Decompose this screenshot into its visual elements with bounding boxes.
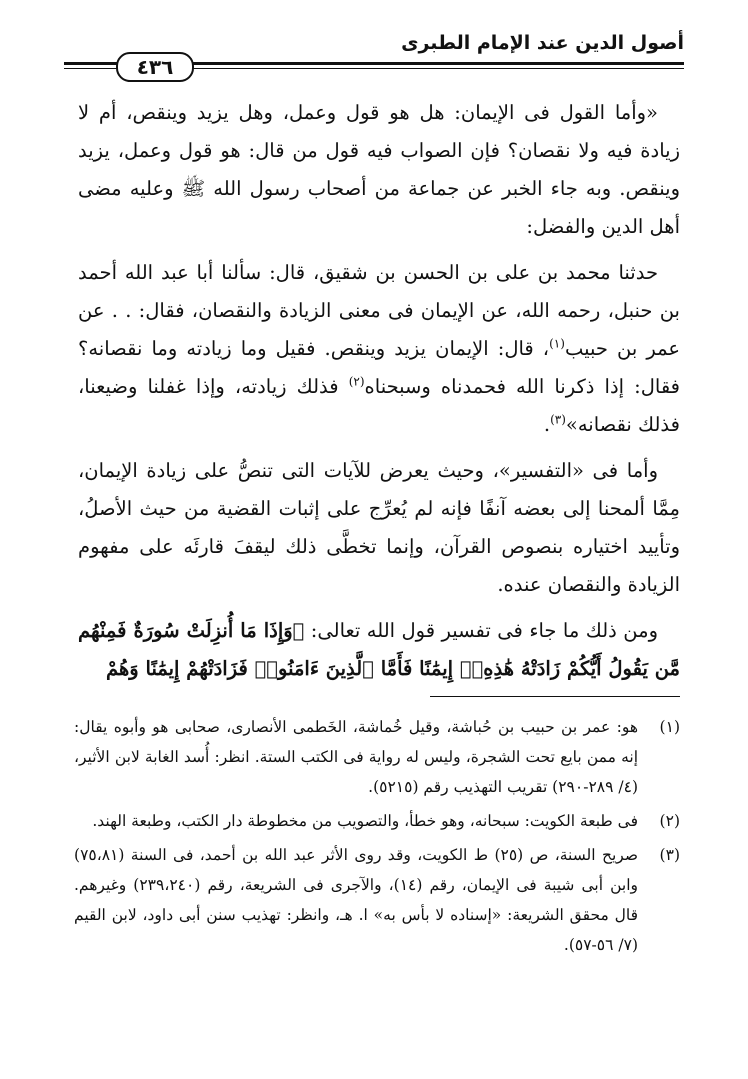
paragraph-3: وأما فى «التفسير»، وحيث يعرض للآيات التى تنصُّ على زيادة الإيمان، مِمَّا ألمحنا إلى بعضه آنفًا فإنه لم يُعرِّج على إثبات القضية من حيث الأصلُ، وتأييد اختياره بنصوص القرآن، وإنما تخطَّى ذلك ليقفَ قارئَه على مفهوم الزيادة والنقصان عنده. — [78, 459, 680, 596]
footnote-3 — [74, 840, 680, 960]
footnote-1-text: هو: عمر بن حبيب بن حُباشة، وقيل خُماشة، الخَطمى الأنصارى، صحابى هو وأبوه يقال: إنه ممن بايع تحت الشجرة، وليس له رواية فى الكتب الستة. انظر: أُسد الغابة لابن الأثير، (٤/ ٢٨٩-٢٩٠) تقريب التهذيب رقم (٥٢١٥). — [74, 718, 638, 796]
footnote-3-text: صريح السنة، ص (٢٥) ط الكويت، وقد روى الأثر عبد الله بن أحمد، فى السنة (٧٥،٨١) وابن أبى شيبة فى الإيمان، رقم (١٤)، والآجرى فى الشريعة، رقم (٢٣٩،٢٤٠) وغيرهم. قال محقق الشريعة: «إسناده لا بأس به» ا. هـ، وانظر: تهذيب سنن أبى داود، لابن القيم (٧/ ٥٦-٥٧). — [74, 846, 638, 954]
footnote-2-text: فى طبعة الكويت: سبحانه، وهو خطأ، والتصويب من مخطوطة دار الكتب، وطبعة الهند. — [92, 812, 638, 830]
quran-verse: ﴿وَإِذَا مَا أُنزِلَتْ سُورَةٌ فَمِنْهُم مَّن يَقُولُ أَيُّكُمْ زَادَتْهُ هَٰذِهِۦٓ إِيمَٰنًا فَأَمَّا ٱلَّذِينَ ءَامَنُوا۟ فَزَادَتْهُمْ إِيمَٰنًا وَهُمْ — [78, 619, 680, 680]
paragraph-2-end: . — [543, 413, 551, 436]
footnote-ref-1[interactable]: (١) — [549, 336, 565, 351]
footnote-2-label: (٢) — [659, 812, 680, 830]
footnote-ref-3[interactable]: (٣) — [550, 412, 566, 427]
footnote-separator — [430, 696, 680, 697]
paragraph-2-part-2: ، قال: الإيمان يزيد وينقص. فقيل وما زيادته وما نقصانه؟ فقال: إذا ذكرنا الله فحمدناه وسبحناه — [78, 337, 681, 398]
paragraph-2-part-3: فذلك زيادته، وإذا غفلنا وضيعنا، فذلك نقصانه» — [78, 375, 680, 436]
paragraph-4-lead: ومن ذلك ما جاء فى تفسير قول الله تعالى: — [304, 619, 658, 642]
running-title: أصول الدين عند الإمام الطبرى — [401, 32, 684, 54]
footnote-1 — [74, 712, 680, 802]
footnotes — [74, 712, 680, 964]
paragraph-2-part-1: حدثنا محمد بن على بن الحسن بن شقيق، قال: سألنا أبا عبد الله أحمد بن حنبل، رحمه الله، عن الإيمان فى معنى الزيادة والنقصان، فقال: . . عن عمر بن حبيب — [78, 261, 680, 360]
footnote-ref-2[interactable]: (٢) — [348, 374, 365, 389]
footnote-1-label: (١) — [659, 718, 680, 736]
main-text — [78, 94, 680, 696]
paragraph-2 — [78, 254, 680, 444]
footnote-2 — [74, 806, 680, 836]
page-header — [64, 28, 684, 79]
paragraph-4 — [78, 612, 680, 688]
paragraph-1: «وأما القول فى الإيمان: هل هو قول وعمل، وهل يزيد وينقص، أم لا زيادة فيه ولا نقصان؟ فإن الصواب فيه قول من قال: هو قول وعمل، يزيد وينقص. وبه جاء الخبر عن جماعة من أصحاب رسول الله ﷺ وعليه مضى أهل الدين والفضل: — [78, 101, 680, 238]
footnote-3-label: (٣) — [659, 846, 680, 864]
page-number: ٤٣٦ — [116, 52, 194, 82]
